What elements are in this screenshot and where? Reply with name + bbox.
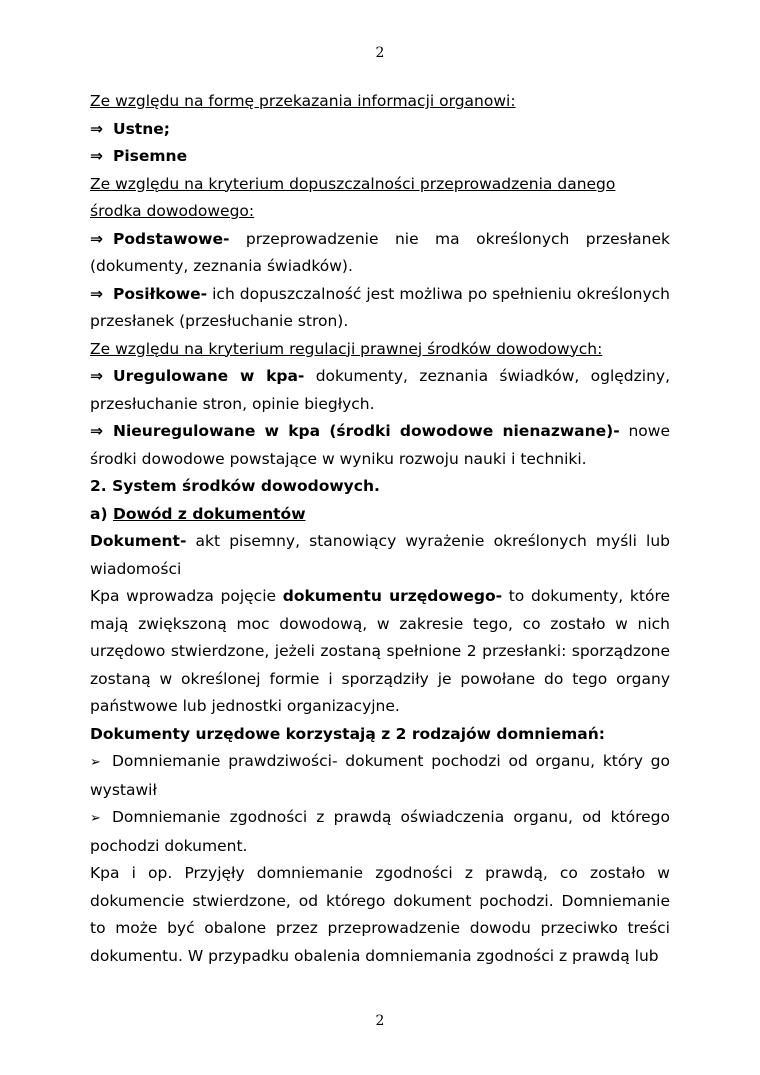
term-uregulowane: Uregulowane w kpa- — [113, 367, 305, 385]
page-number-top: 2 — [375, 45, 385, 61]
bullet-text-zgodnosc: Domniemanie zgodności z prawdą oświadczenia organu, od którego pochodzi dokument. — [90, 808, 670, 855]
term-dokument: Dokument- — [90, 532, 187, 550]
double-arrow-icon: ⇒ — [90, 119, 103, 138]
list-item-podstawowe — [90, 226, 670, 281]
heading-regulacja: Ze względu na kryterium regulacji prawnej środków dowodowych: — [90, 339, 603, 358]
list-item-pisemne-label: Pisemne — [113, 147, 188, 165]
subsection-prefix: a) — [90, 504, 113, 523]
desc-posilkowe: ich dopuszczalność jest możliwa po spełnieniu określonych przesłanek (przesłuchanie stron). — [90, 284, 670, 330]
double-arrow-icon: ⇒ — [90, 367, 103, 385]
list-item-uregulowane — [90, 363, 670, 418]
list-item-pisemne — [90, 143, 670, 171]
double-arrow-icon: ⇒ — [90, 229, 103, 248]
document-body — [90, 88, 670, 970]
term-nieuregulowane: Nieuregulowane w kpa (środki dowodowe nienazwane)- — [113, 422, 620, 440]
arrowhead-bullet-icon: ➢ — [90, 811, 101, 826]
bullet-item-zgodnosc — [90, 804, 670, 860]
bullet-text-prawdziwosc: Domniemanie prawdziwości- dokument pochodzi od organu, który go wystawił — [90, 752, 670, 799]
double-arrow-icon: ⇒ — [90, 284, 103, 303]
term-posilkowe: Posiłkowe- — [113, 284, 208, 303]
term-dokument-urzedowy: dokumentu urzędowego- — [282, 587, 503, 605]
heading-dopuszczalnosc: Ze względu na kryterium dopuszczalności przeprowadzenia danego środka dowodowego: — [90, 174, 616, 220]
subsection-title: Dowód z dokumentów — [112, 504, 306, 523]
desc-uregulowane: dokumenty, zeznania świadków, oględziny, przesłuchanie stron, opinie biegłych. — [90, 367, 670, 413]
list-item-ustne — [90, 116, 670, 144]
double-arrow-icon: ⇒ — [90, 147, 103, 165]
paragraph-final: Kpa i op. Przyjęły domniemanie zgodności z prawdą, co zostało w dokumencie stwierdzone, od którego dokument pochodzi. Domniemanie to może być obalone przez przeprowadzenie dowodu przeciwko treści dokumentu. W przypadku obalenia domniemania zgodności z prawdą lub — [90, 864, 670, 965]
page-number-bottom: 2 — [375, 1013, 385, 1029]
list-item-nieuregulowane — [90, 418, 670, 473]
kpa-text-start: Kpa wprowadza pojęcie — [90, 587, 283, 605]
term-podstawowe: Podstawowe- — [113, 229, 230, 248]
subsection-heading-a — [90, 501, 670, 529]
desc-podstawowe: przeprowadzenie nie ma określonych przesłanek (dokumenty, zeznania świadków). — [90, 229, 670, 275]
desc-nieuregulowane: nowe środki dowodowe powstające w wyniku rozwoju nauki i techniki. — [90, 422, 670, 468]
paragraph-dokument — [90, 528, 670, 583]
paragraph-kpa — [90, 583, 670, 721]
bullet-item-prawdziwosc — [90, 748, 670, 804]
arrowhead-bullet-icon: ➢ — [90, 755, 101, 770]
double-arrow-icon: ⇒ — [90, 422, 103, 440]
kpa-text-rest: to dokumenty, które mają zwiększoną moc dowodową, w zakresie tego, co zostało w nich urzędowo stwierdzone, jeżeli zostaną spełnione 2 przesłanki: sporządzone zostaną w określonej formie i sporządziły je powołane do tego organy państwowe lub jednostki organizacyjne. — [90, 587, 671, 715]
desc-dokument: akt pisemny, stanowiący wyrażenie określonych myśli lub wiadomości — [90, 532, 670, 578]
section-heading-2: 2. System środków dowodowych. — [90, 477, 380, 495]
list-item-ustne-label: Ustne; — [113, 119, 170, 138]
heading-domniemania: Dokumenty urzędowe korzystają z 2 rodzajów domniemań: — [90, 724, 605, 743]
heading-form: Ze względu na formę przekazania informacji organowi: — [90, 92, 516, 110]
list-item-posilkowe — [90, 281, 670, 336]
